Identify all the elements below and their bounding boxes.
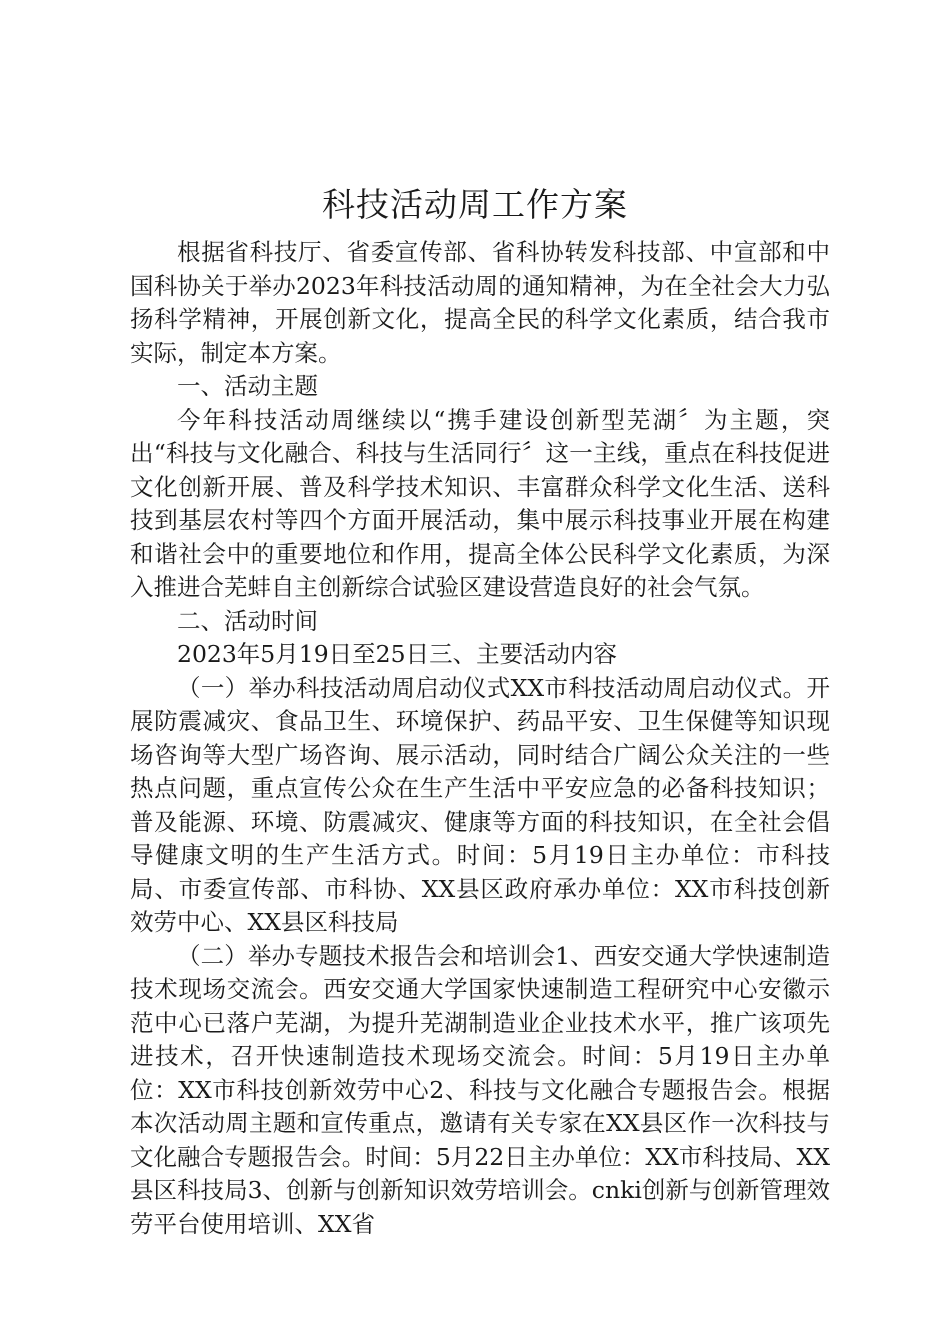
section-heading-theme: 一、活动主题: [177, 372, 318, 400]
document-body: [130, 236, 830, 1241]
intro-paragraph: 根据省科技厅、省委宣传部、省科协转发科技部、中宣部和中国科协关于举办2023年科技活动周的通知精神，为在全社会大力弘扬科学精神，开展创新文化，提高全民的科学文化素质，结合我市实际，制定本方案。: [130, 238, 830, 367]
activity-paragraph-1: （一）举办科技活动周启动仪式XX市科技活动周启动仪式。开展防震减灾、食品卫生、环境保护、药品平安、卫生保健等知识现场咨询等大型广场咨询、展示活动，同时结合广阔公众关注的一些热点问题，重点宣传公众在生产生活中平安应急的必备科技知识；普及能源、环境、防震减灾、健康等方面的科技知识，在全社会倡导健康文明的生产生活方式。时间：5月19日主办单位：市科技局、市委宣传部、市科协、XX县区政府承办单位：XX市科技创新效劳中心、XX县区科技局: [130, 673, 830, 936]
theme-paragraph: 今年科技活动周继续以“携手建设创新型芜湖〞为主题，突出“科技与文化融合、科技与生活同行〞这一主线，重点在科技促进文化创新开展、普及科学技术知识、丰富群众科学文化生活、送科技到基层农村等四个方面开展活动，集中展示科技事业开展在构建和谐社会中的重要地位和作用，提高全体公民科学文化素质，为深入推进合芜蚌自主创新综合试验区建设营造良好的社会气氛。: [130, 405, 830, 601]
document-title: 科技活动周工作方案: [322, 185, 628, 224]
time-paragraph: 2023年5月19日至25日三、主要活动内容: [177, 640, 618, 668]
activity-paragraph-2: （二）举办专题技术报告会和培训会1、西安交通大学快速制造技术现场交流会。西安交通大学国家快速制造工程研究中心安徽示范中心已落户芜湖，为提升芜湖制造业企业技术水平，推广该项先进技术，召开快速制造技术现场交流会。时间：5月19日主办单位：XX市科技创新效劳中心2、科技与文化融合专题报告会。根据本次活动周主题和宣传重点，邀请有关专家在XX县区作一次科技与文化融合专题报告会。时间：5月22日主办单位：XX市科技局、XX县区科技局3、创新与创新知识效劳培训会。cnki创新与创新管理效劳平台使用培训、XX省: [130, 941, 830, 1238]
section-heading-time: 二、活动时间: [177, 606, 318, 635]
